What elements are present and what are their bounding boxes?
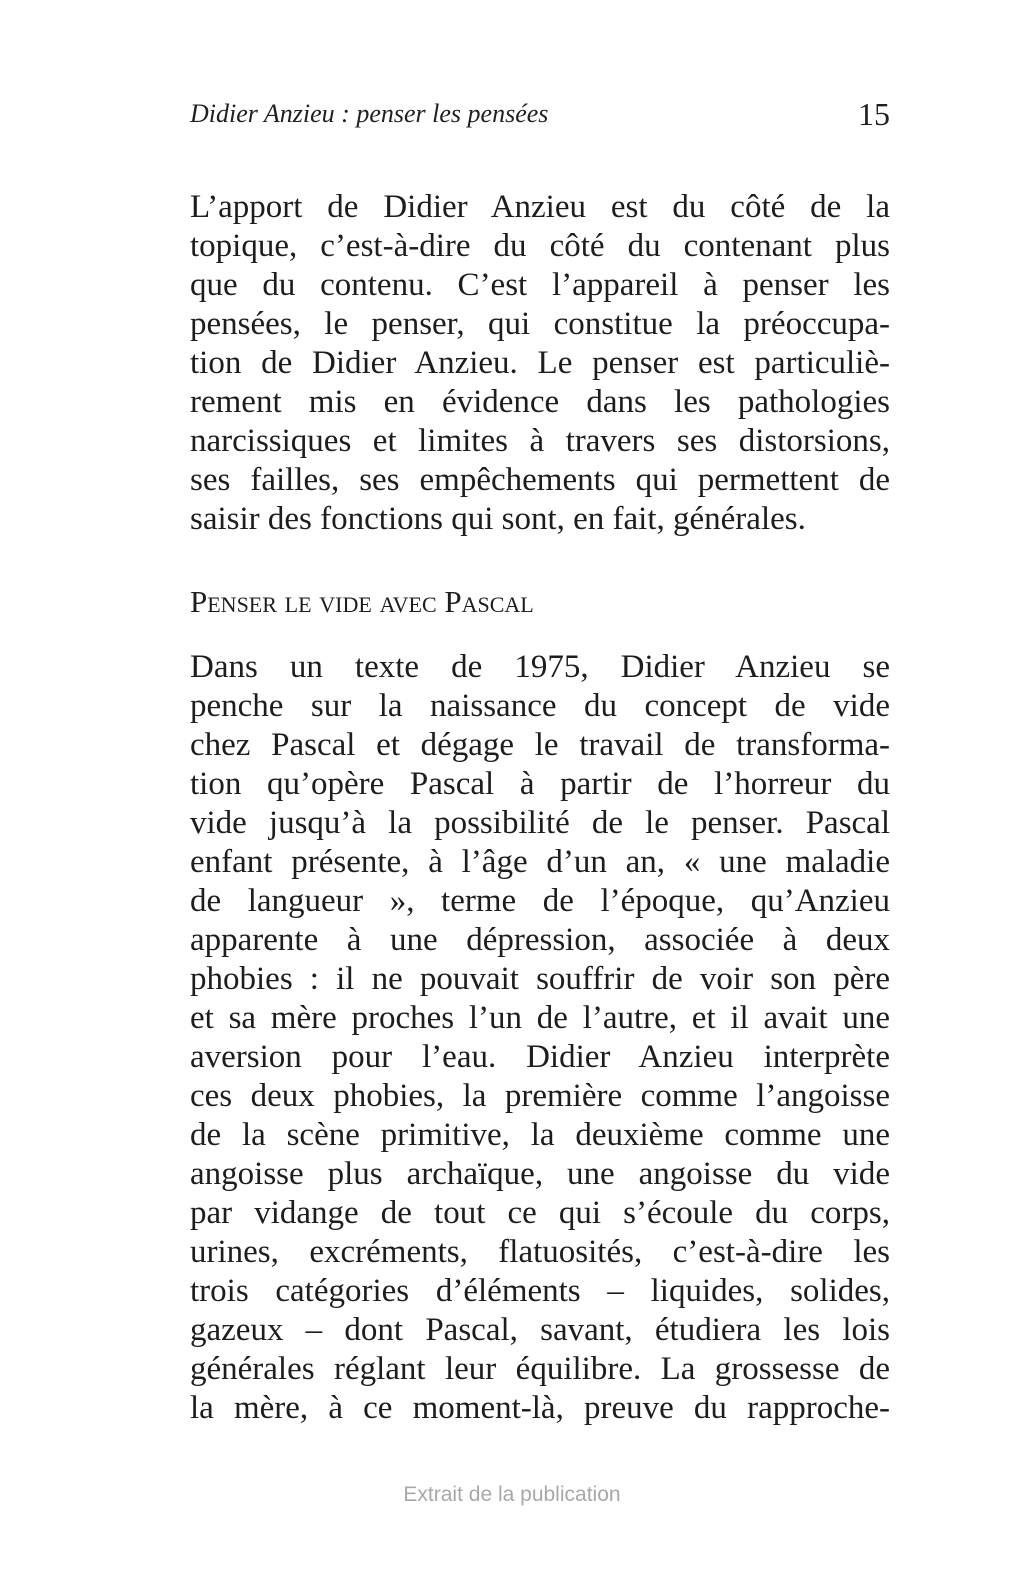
text-line: pensées, le penser, qui constitue la préoccupa- [190, 306, 890, 342]
text-line: narcissiques et limites à travers ses distorsions, [190, 423, 890, 459]
text-line: ces deux phobies, la première comme l’angoisse [190, 1078, 890, 1114]
text-line: tion de Didier Anzieu. Le penser est particuliè- [190, 345, 890, 381]
text-line: aversion pour l’eau. Didier Anzieu interprète [190, 1039, 890, 1075]
text-line: chez Pascal et dégage le travail de transforma- [190, 727, 890, 763]
text-line: trois catégories d’éléments – liquides, solides, [190, 1273, 890, 1309]
text-line: saisir des fonctions qui sont, en fait, générales. [190, 501, 806, 537]
text-line: enfant présente, à l’âge d’un an, « une maladie [190, 844, 890, 880]
running-title: Didier Anzieu : penser les pensées [190, 99, 549, 128]
running-header [190, 92, 890, 136]
text-line: Dans un texte de 1975, Didier Anzieu se [190, 649, 890, 685]
text-line: L’apport de Didier Anzieu est du côté de la [190, 189, 890, 225]
text-line: penche sur la naissance du concept de vide [190, 688, 890, 724]
text-line: de langueur », terme de l’époque, qu’Anzieu [190, 883, 890, 919]
text-line: phobies : il ne pouvait souffrir de voir son père [190, 961, 890, 997]
text-line: angoisse plus archaïque, une angoisse du vide [190, 1156, 890, 1192]
text-line: générales réglant leur équilibre. La grossesse de [190, 1351, 890, 1387]
text-line: apparente à une dépression, associée à deux [190, 922, 890, 958]
text-line: gazeux – dont Pascal, savant, étudiera les lois [190, 1312, 890, 1348]
text-line: que du contenu. C’est l’appareil à penser les [190, 267, 890, 303]
page-number: 15 [858, 96, 890, 132]
paragraph-pascal [190, 648, 890, 1428]
text-line: topique, c’est-à-dire du côté du contenant plus [190, 228, 890, 264]
paragraph-intro [190, 188, 890, 539]
text-line: rement mis en évidence dans les pathologies [190, 384, 890, 420]
text-line: et sa mère proches l’un de l’autre, et il avait une [190, 1000, 890, 1036]
publication-excerpt-note: Extrait de la publication [403, 1483, 621, 1506]
section-heading: Penser le vide avec Pascal [190, 584, 534, 619]
text-line: la mère, à ce moment-là, preuve du rapproche- [190, 1390, 890, 1426]
text-line: par vidange de tout ce qui s’écoule du corps, [190, 1195, 890, 1231]
text-line: tion qu’opère Pascal à partir de l’horreur du [190, 766, 890, 802]
text-line: urines, excréments, flatuosités, c’est-à-dire les [190, 1234, 890, 1270]
text-line: de la scène primitive, la deuxième comme une [190, 1117, 890, 1153]
text-line: vide jusqu’à la possibilité de le penser. Pascal [190, 805, 890, 841]
text-line: ses failles, ses empêchements qui permettent de [190, 462, 890, 498]
